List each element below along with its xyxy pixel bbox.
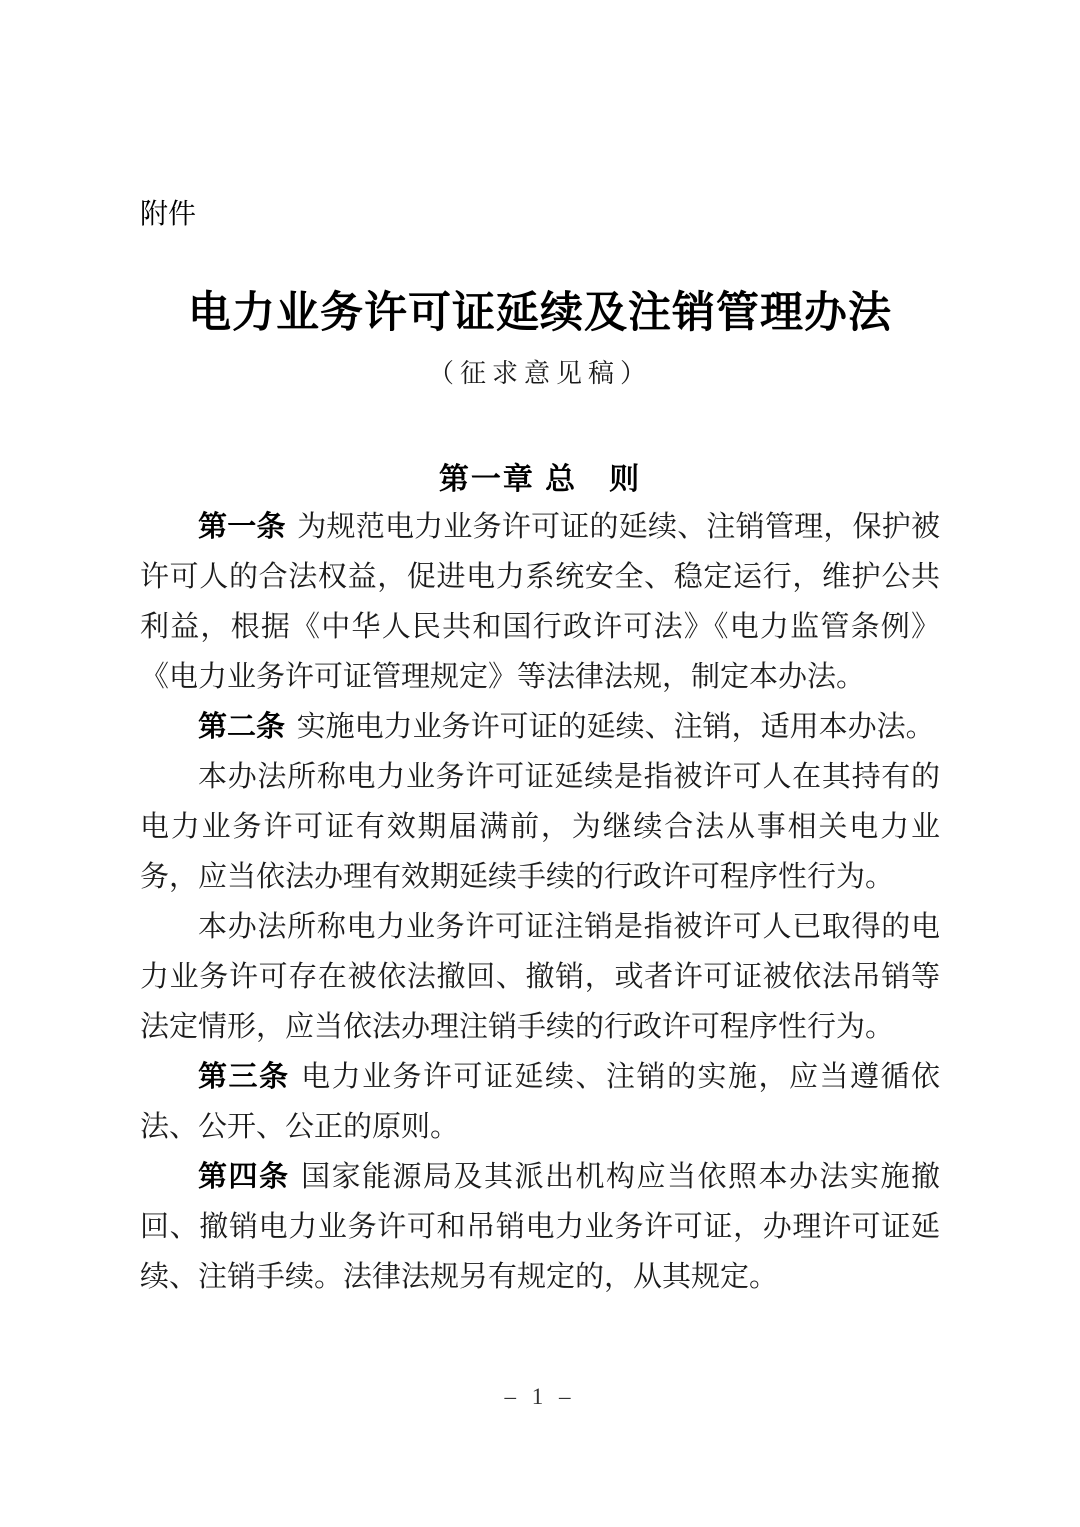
article-paragraph-6 — [140, 1152, 940, 1302]
document-subtitle: （征求意见稿） — [427, 359, 652, 388]
page-number: – 1 – — [504, 1384, 576, 1409]
article-text: 本办法所称电力业务许可证延续是指被许可人在其持有的电力业务许可证有效期届满前，为继续合法从事相关电力业务，应当依法办理有效期延续手续的行政许可程序性行为。 — [140, 761, 940, 893]
article-paragraph-4 — [140, 902, 940, 1052]
article-label: 第四条 — [198, 1161, 290, 1193]
article-text: 电力业务许可证延续、注销的实施，应当遵循依法、公开、公正的原则。 — [140, 1061, 940, 1143]
chapter-heading: 第一章 总 则 — [438, 463, 642, 496]
document-title: 电力业务许可证延续及注销管理办法 — [188, 290, 892, 337]
document-body — [140, 502, 940, 1302]
article-paragraph-3 — [140, 752, 940, 902]
article-label: 第三条 — [198, 1061, 290, 1093]
article-text: 本办法所称电力业务许可证注销是指被许可人已取得的电力业务许可存在被依法撤回、撤销，或者许可证被依法吊销等法定情形，应当依法办理注销手续的行政许可程序性行为。 — [140, 911, 940, 1043]
article-text: 实施电力业务许可证的延续、注销，适用本办法。 — [296, 711, 935, 743]
article-paragraph-2 — [140, 702, 940, 752]
article-text: 为规范电力业务许可证的延续、注销管理，保护被许可人的合法权益，促进电力系统安全、稳定运行，维护公共利益，根据《中华人民共和国行政许可法》《电力监管条例》《电力业务许可证管理规定》等法律法规，制定本办法。 — [140, 511, 940, 693]
article-paragraph-1 — [140, 502, 940, 702]
article-text: 国家能源局及其派出机构应当依照本办法实施撤回、撤销电力业务许可和吊销电力业务许可证，办理许可证延续、注销手续。法律法规另有规定的，从其规定。 — [140, 1161, 940, 1293]
attachment-label: 附件 — [140, 198, 197, 229]
article-paragraph-5 — [140, 1052, 940, 1152]
article-label: 第二条 — [198, 711, 286, 743]
article-label: 第一条 — [198, 511, 286, 543]
